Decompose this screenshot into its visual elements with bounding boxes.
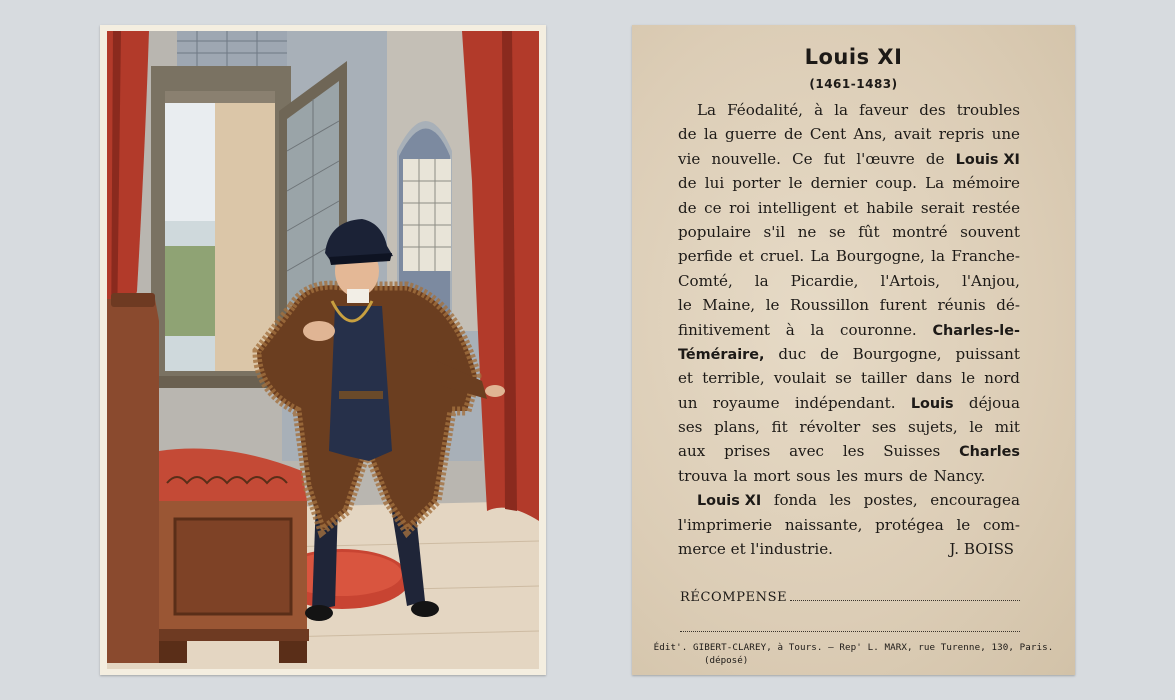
text-word: J. BOISS — [949, 540, 1014, 559]
text-word: Cent — [809, 125, 847, 144]
text-word: déjoua — [968, 393, 1020, 412]
text-word: Maine, — [702, 296, 756, 315]
text-word: Nancy. — [933, 466, 986, 485]
text-word: la — [703, 125, 718, 144]
text-word: de — [908, 466, 928, 485]
text-word: fut — [823, 149, 846, 168]
text-word: et — [843, 198, 859, 217]
text-word: réunis — [937, 296, 986, 315]
text-word: La — [925, 174, 945, 193]
text-word: repris — [938, 125, 985, 144]
publisher-note: (déposé) — [704, 655, 749, 666]
reward-dotted-rule — [790, 588, 1020, 601]
text-word: un — [678, 393, 698, 412]
text-word: le — [961, 369, 976, 388]
text-line — [678, 342, 1020, 366]
text-line — [678, 366, 1020, 390]
text-word: l'Artois, — [880, 271, 941, 290]
text-word: encouragea — [930, 491, 1020, 510]
text-word: lui — [704, 174, 725, 193]
card-front — [100, 25, 546, 675]
text-line — [678, 171, 1020, 195]
text-word: perfide — [678, 247, 733, 266]
text-word: les — [829, 491, 852, 510]
text-word: la — [931, 247, 945, 266]
text-word: le — [969, 418, 984, 437]
text-word: ses — [871, 418, 897, 437]
text-word: postes, — [863, 491, 918, 510]
text-word: dé- — [996, 296, 1020, 315]
text-word: les — [836, 466, 858, 485]
publisher-line: Édit'. GIBERT-CLAREY, à Tours. — Rep' L. MARX, rue Turenne, 130, Paris. — [653, 642, 1054, 653]
text-word: murs — [863, 466, 903, 485]
text-word: dernier — [810, 174, 868, 193]
text-word: indépendant. — [794, 393, 896, 412]
text-word: Téméraire, — [678, 346, 765, 363]
text-word: ce — [704, 198, 722, 217]
text-word: intelligent — [757, 198, 837, 217]
text-word: Franche- — [951, 247, 1020, 266]
text-word: populaire — [678, 222, 751, 241]
text-word: merce et l'industrie. — [678, 540, 833, 559]
text-word: Louis — [910, 395, 954, 412]
text-word: Féodalité, — [727, 101, 803, 119]
text-word: protégea — [875, 515, 944, 534]
text-word: Comté, — [678, 271, 733, 290]
text-word: duc — [778, 344, 807, 363]
text-line — [678, 98, 1020, 122]
text-word: mit — [994, 418, 1020, 437]
text-word: Ans, — [853, 125, 887, 144]
text-word: Roussillon — [790, 296, 870, 315]
text-word: l'œuvre — [856, 149, 915, 168]
text-word: ses — [678, 418, 703, 437]
reward-label: RÉCOMPENSE — [680, 590, 788, 605]
text-word: sous — [796, 466, 831, 485]
text-word: Picardie, — [790, 271, 859, 290]
text-word: nord — [984, 369, 1020, 388]
text-word: com- — [983, 515, 1020, 534]
text-line — [678, 196, 1020, 220]
text-word: couronne. — [839, 320, 917, 339]
text-word: se — [828, 222, 846, 241]
text-line — [678, 439, 1020, 463]
text-word: dans — [915, 369, 953, 388]
text-word: troubles — [956, 101, 1020, 119]
text-word: à — [814, 101, 824, 119]
text-word: prises — [724, 442, 771, 461]
text-word: guerre — [725, 125, 777, 144]
text-word: nouvelle. — [711, 149, 781, 168]
text-line — [678, 513, 1020, 537]
text-line — [678, 147, 1020, 171]
text-word: la — [754, 271, 769, 290]
text-word: le — [956, 515, 971, 534]
text-word: Charles-le- — [932, 322, 1020, 339]
card-back — [632, 25, 1075, 675]
text-word: l'imprimerie — [678, 515, 773, 534]
text-word: faveur — [859, 101, 909, 119]
text-word: plans, — [714, 418, 760, 437]
dotted-separator — [680, 631, 1020, 632]
text-line — [678, 391, 1020, 415]
text-line — [678, 220, 1020, 244]
text-word: puissant — [955, 344, 1020, 363]
text-line — [678, 415, 1020, 439]
text-word: à — [785, 320, 795, 339]
text-word: de — [678, 125, 697, 144]
text-word: la — [810, 320, 825, 339]
text-word: les — [842, 442, 865, 461]
text-word: La — [697, 101, 717, 119]
text-word: montré — [892, 222, 948, 241]
text-word: mémoire — [952, 174, 1020, 193]
text-word: souvent — [960, 222, 1020, 241]
card-text — [678, 98, 1020, 561]
text-line — [678, 244, 1020, 268]
text-word: avait — [893, 125, 932, 144]
text-word: trouva — [678, 466, 728, 485]
text-word: Louis XI — [955, 151, 1020, 168]
text-word: Ce — [792, 149, 813, 168]
text-word: une — [991, 125, 1020, 144]
text-word: Bourgogne, — [835, 247, 925, 266]
text-word: voulait — [773, 369, 826, 388]
text-line — [678, 122, 1020, 146]
text-word: habile — [866, 198, 914, 217]
text-word: s'il — [763, 222, 786, 241]
text-line — [678, 269, 1020, 293]
text-word: Louis XI — [697, 493, 762, 510]
text-word: coup. — [875, 174, 917, 193]
text-word: serait — [920, 198, 965, 217]
text-word: furent — [879, 296, 927, 315]
king-illustration — [107, 31, 539, 669]
text-word: naissante, — [784, 515, 863, 534]
text-word: ne — [797, 222, 817, 241]
text-word: révolter — [799, 418, 861, 437]
text-word: Charles — [959, 444, 1020, 461]
text-word: aux — [678, 442, 706, 461]
text-word: se — [835, 369, 852, 388]
text-line — [678, 318, 1020, 342]
text-line — [678, 537, 1020, 561]
text-word: finitivement — [678, 320, 770, 339]
text-word: fonda — [773, 491, 817, 510]
text-word: fit — [771, 418, 788, 437]
reward-line — [680, 588, 1020, 605]
text-word: le — [765, 296, 780, 315]
text-word: tailler — [861, 369, 907, 388]
text-word: mort — [753, 466, 791, 485]
card-title: Louis XI — [804, 45, 903, 69]
text-word: Bourgogne, — [852, 344, 942, 363]
text-word: roi — [729, 198, 751, 217]
text-line — [678, 488, 1020, 512]
text-word: de — [678, 174, 697, 193]
text-word: de — [678, 198, 697, 217]
text-word: vie — [678, 149, 701, 168]
text-word: de — [925, 149, 945, 168]
text-word: terrible, — [702, 369, 765, 388]
text-line — [678, 464, 1020, 488]
text-word: le — [678, 296, 692, 315]
text-word: cruel. — [760, 247, 805, 266]
text-line — [678, 293, 1020, 317]
text-word: Suisses — [883, 442, 941, 461]
text-word: de — [820, 344, 839, 363]
text-word: des — [919, 101, 946, 119]
text-word: la — [733, 466, 748, 485]
text-word: sujets, — [907, 418, 958, 437]
text-word: porter — [732, 174, 781, 193]
text-word: de — [784, 125, 803, 144]
text-word: La — [810, 247, 830, 266]
text-word: la — [834, 101, 849, 119]
text-word: et — [678, 369, 693, 388]
text-word: avec — [789, 442, 824, 461]
text-word: le — [788, 174, 803, 193]
text-word: et — [738, 247, 754, 266]
text-word: restée — [972, 198, 1020, 217]
card-dates: (1461-1483) — [809, 77, 898, 91]
text-word: l'Anjou, — [962, 271, 1020, 290]
text-word: fût — [858, 222, 880, 241]
text-word: royaume — [712, 393, 780, 412]
